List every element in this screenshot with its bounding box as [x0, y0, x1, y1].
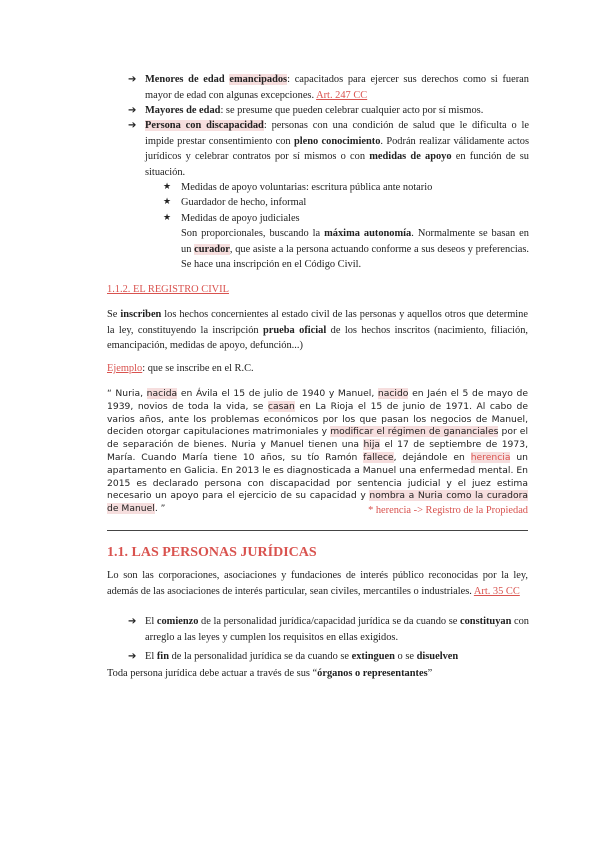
divider — [107, 530, 528, 531]
reg-text-c: los hechos concernientes al estado civil de las personas y aquellos otros que determine la ley, constituyendo la inscripción — [107, 309, 528, 336]
l-a: Toda persona jurídica debe actuar a través de sus “ — [107, 668, 318, 679]
example-line — [107, 361, 254, 377]
sub-paragraph — [181, 226, 529, 273]
heading-registro-civil: 1.1.2. EL REGISTRO CIVIL — [107, 284, 229, 295]
arrow-icon: ➔ — [128, 616, 137, 627]
bold-comienzo: comienzo — [156, 616, 199, 627]
sub-text-e: , que asiste a la persona actuando conforme a sus deseos y preferencias. Se hace una inscripción en el Código Civil. — [181, 243, 529, 271]
example-label: Ejemplo — [107, 363, 143, 374]
q-h8: nombra a Nuria como la curadora de Manuel — [107, 490, 528, 515]
arrow-icon: ➔ — [128, 120, 137, 131]
list-item-fin — [145, 649, 529, 665]
c-c: de la personalidad jurídica/capacidad jurídica se da cuando se — [198, 616, 460, 627]
c-a: El — [145, 616, 157, 627]
link-art-247[interactable]: Art. 247 CC — [316, 89, 368, 101]
bold-constituyan: constituyan — [459, 616, 512, 627]
bold-medidas-apoyo: medidas de apoyo — [369, 151, 452, 163]
bold-inscriben: inscriben — [120, 309, 162, 320]
sub-text-c: . Normalmente se basan en un — [181, 228, 529, 255]
list-item-discapacidad — [145, 118, 529, 180]
reg-text-e: de los hechos inscritos (nacimiento, filiación, emancipación, medidas de apoyo, defunción...) — [107, 324, 528, 352]
bold-maxima-autonomia: máxima autonomía — [324, 228, 412, 239]
reg-text-a: Se — [107, 309, 121, 320]
closing-line — [107, 666, 432, 682]
q-t3: en Jaén el 5 de mayo de 1939, novios de toda la vida, se — [107, 388, 528, 412]
q-h1: nacida — [146, 388, 178, 399]
bold-extinguen: extinguen — [351, 651, 395, 662]
q-h5: hija — [363, 439, 381, 451]
subitem: Medidas de apoyo voluntarias: escritura pública ante notario — [181, 182, 433, 193]
label-mayores: Mayores de edad — [145, 105, 221, 116]
q-t8: un apartamento en Galicia. En 2013 le es diagnosticada a Manuel una enfermedad mental. En 2015 es declarado persona con discapacidad por sentencia judicial y el juez estima necesario un apoyo para el ejercicio de su capacidad y — [107, 451, 528, 502]
list-item-mayores — [145, 103, 529, 119]
text-mayores: : se presume que pueden celebrar cualquier acto por sí mismos. — [220, 105, 484, 116]
q-h6: fallece — [363, 451, 394, 463]
q-t7: , dejándole en — [393, 451, 471, 463]
q-t9: . ” — [154, 503, 166, 515]
subitem: Medidas de apoyo judiciales — [181, 213, 300, 224]
f-e: o se — [394, 651, 417, 662]
example-text: : que se inscribe en el R.C. — [142, 363, 254, 374]
star-icon: ★ — [163, 182, 172, 192]
bold-pleno-conocimiento: pleno conocimiento — [293, 135, 381, 147]
paragraph-juridicas — [107, 568, 528, 599]
label-menores: Menores de edad — [145, 74, 230, 85]
label-emancipados: emancipados — [229, 74, 288, 85]
q-t5: por el de separación de bienes. Nuria y Manuel tienen una — [107, 426, 529, 451]
c-e: con arreglo a las leyes y cumplen los requisitos en ellas exigidos. — [145, 616, 529, 643]
f-c: de la personalidad jurídica se da cuando se — [168, 651, 352, 662]
star-icon: ★ — [163, 213, 172, 223]
q-t4: en La Rioja el 15 de junio de 1971. Al cabo de varios años, ante los problemas económicos por los que pasan los negocios de Manuel, deciden otorgar capitulaciones matrimoniales y — [107, 400, 528, 438]
sub-text-a: Son proporcionales, buscando la — [181, 228, 325, 239]
q-t1: “ Nuria, — [107, 388, 147, 399]
q-h4: modificar el régimen de gananciales — [330, 426, 499, 438]
bold-disuelven: disuelven — [416, 651, 459, 662]
arrow-icon: ➔ — [128, 651, 137, 662]
text-discapacidad-b: . Podrán realizar válidamente actos jurídicos y celebrar contratos por sí mismos o con — [145, 135, 529, 163]
text-discapacidad-a: : personas con una condición de salud que le dificulta o le impide prestar consentimiento con — [145, 120, 529, 147]
text-menores: : capacitados para ejercer sus derechos como si fueran mayor de edad con algunas excepciones. — [145, 74, 529, 101]
arrow-icon: ➔ — [128, 74, 137, 85]
star-icon: ★ — [163, 197, 172, 207]
list-item-menores — [145, 72, 529, 103]
q-t6: el 17 de septiembre de 1973, María. Cuando María tiene 10 años, su tío Ramón — [107, 439, 528, 463]
jur-text: Lo son las corporaciones, asociaciones y fundaciones de interés público reconocidas por la ley, además de las asociaciones de interés particular, sean civiles, mercantiles o industriales. — [107, 570, 528, 597]
q-h3: casan — [267, 400, 295, 412]
q-h2: nacido — [377, 388, 409, 399]
l-c: ” — [427, 668, 433, 679]
subitem: Guardador de hecho, informal — [181, 197, 307, 208]
label-discapacidad: Persona con discapacidad — [145, 120, 264, 131]
paragraph-registro — [107, 307, 528, 354]
q-h7: herencia — [470, 451, 511, 463]
arrow-icon: ➔ — [128, 105, 137, 116]
text-discapacidad-c: en función de su situación. — [145, 151, 529, 178]
note-herencia: * herencia -> Registro de la Propiedad — [368, 505, 528, 516]
q-t2: en Ávila el 15 de julio de 1940 y Manuel, — [177, 388, 378, 399]
heading-personas-juridicas: 1.1. LAS PERSONAS JURÍDICAS — [107, 545, 317, 560]
bold-fin: fin — [156, 651, 169, 662]
bold-organos: órganos o representantes — [317, 668, 428, 679]
bold-curador: curador — [194, 243, 230, 255]
link-art-35[interactable]: Art. 35 CC — [473, 585, 520, 597]
example-quote — [107, 388, 528, 516]
f-a: El — [145, 651, 157, 662]
bold-prueba-oficial: prueba oficial — [263, 324, 327, 336]
list-item-comienzo — [145, 614, 529, 645]
